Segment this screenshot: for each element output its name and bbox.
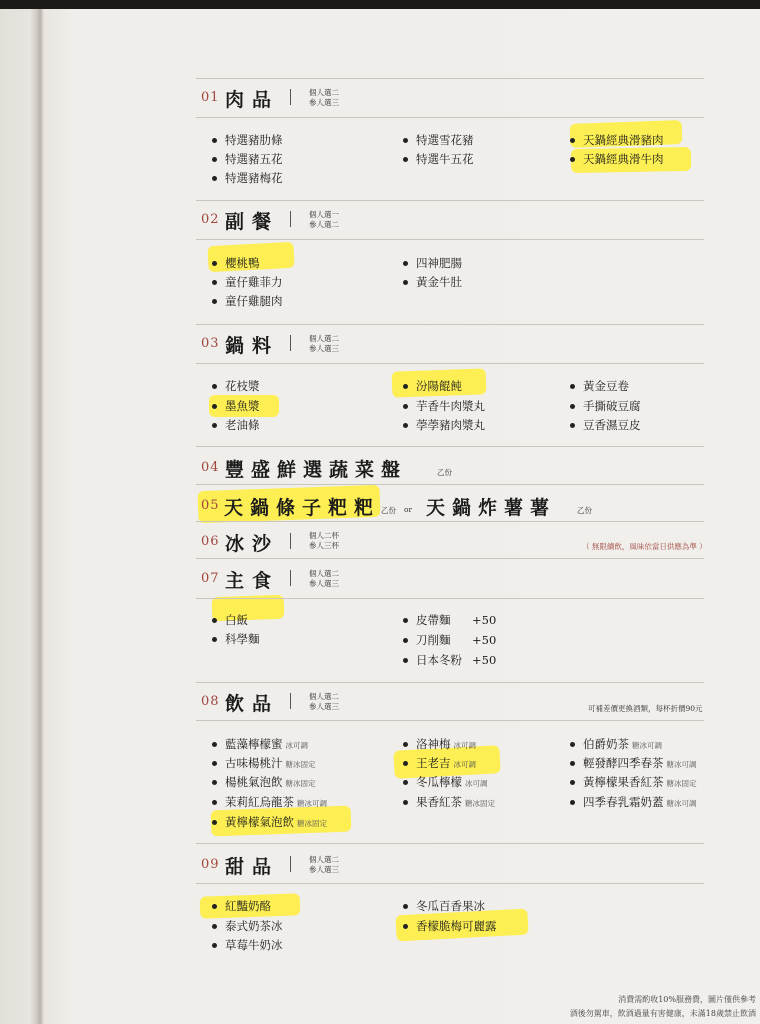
section-divider xyxy=(196,78,704,79)
menu-item: 茉莉紅烏龍茶 糖冰可調 xyxy=(212,794,327,812)
section-number: 05 xyxy=(201,498,220,513)
bullet-icon xyxy=(403,261,408,266)
bullet-icon xyxy=(212,780,217,785)
section-title: 主食 xyxy=(225,570,280,592)
bullet-icon xyxy=(403,423,408,428)
service-charge-note: 消費需酌收10%服務費，圖片僅供參考 xyxy=(618,995,756,1004)
menu-item: 藍藻檸檬蜜 冰可調 xyxy=(212,736,308,754)
top-dark-border xyxy=(0,0,760,9)
section-divider xyxy=(196,720,704,721)
section-number: 06 xyxy=(201,534,220,549)
menu-item: 黃金豆卷 xyxy=(570,378,629,394)
menu-item: 黃金牛肚 xyxy=(403,274,462,290)
bullet-icon xyxy=(212,384,217,389)
menu-item: 天鍋經典滑牛肉 xyxy=(570,151,664,167)
section-number: 08 xyxy=(201,694,220,709)
section-number: 04 xyxy=(201,460,220,475)
title-separator xyxy=(290,335,291,351)
bullet-icon xyxy=(570,423,575,428)
bullet-icon xyxy=(570,384,575,389)
section-divider xyxy=(196,598,704,599)
refill-remark: （ 無限續飲，風味依當日供應為準 ） xyxy=(582,542,707,551)
section-title: 甜品 xyxy=(225,856,280,878)
section-title: 肉品 xyxy=(225,89,280,111)
section-title: 冰沙 xyxy=(225,533,280,555)
menu-item: 特選豬肋條 xyxy=(212,132,283,148)
bullet-icon xyxy=(403,742,408,747)
section-number: 03 xyxy=(201,336,220,351)
menu-item: 王老吉 冰可調 xyxy=(403,755,476,773)
bullet-icon xyxy=(212,261,217,266)
upcharge-price: +50 xyxy=(472,613,497,627)
section-divider xyxy=(196,446,704,447)
bullet-icon xyxy=(212,761,217,766)
section-number: 09 xyxy=(201,857,220,872)
bullet-icon xyxy=(403,761,408,766)
menu-item: 古味楊桃汁 糖冰固定 xyxy=(212,755,316,773)
menu-item: 刀削麵 xyxy=(403,632,451,648)
menu-item: 墨魚漿 xyxy=(212,398,260,414)
menu-item: 日本冬粉 xyxy=(403,652,462,668)
bullet-icon xyxy=(212,299,217,304)
portion-note: 個人選二 參人選三 xyxy=(309,88,339,107)
alcohol-warning: 酒後勿駕車，飲酒過量有害健康，未滿18歲禁止飲酒 xyxy=(569,1009,756,1018)
bullet-icon xyxy=(403,618,408,623)
section-divider xyxy=(196,521,704,522)
or-label: or xyxy=(404,505,413,514)
menu-item: 冬瓜百香果冰 xyxy=(403,898,485,914)
bullet-icon xyxy=(403,138,408,143)
section-divider xyxy=(196,117,704,118)
menu-item: 輕發酵四季春茶 糖冰可調 xyxy=(570,755,697,773)
bullet-icon xyxy=(212,176,217,181)
menu-item: 花枝漿 xyxy=(212,378,260,394)
section-divider xyxy=(196,324,704,325)
menu-item: 特選雪花豬 xyxy=(403,132,474,148)
bullet-icon xyxy=(403,904,408,909)
menu-item: 科學麵 xyxy=(212,631,260,647)
bullet-icon xyxy=(212,924,217,929)
menu-item: 冬瓜檸檬 冰可調 xyxy=(403,774,488,792)
bullet-icon xyxy=(212,904,217,909)
section-title: 飲品 xyxy=(225,693,280,715)
title-separator xyxy=(290,856,291,872)
bullet-icon xyxy=(403,780,408,785)
section-number: 02 xyxy=(201,212,220,227)
menu-item: 泰式奶茶冰 xyxy=(212,918,283,934)
bullet-icon xyxy=(212,138,217,143)
menu-item: 芋香牛肉漿丸 xyxy=(403,398,485,414)
title-separator xyxy=(290,693,291,709)
menu-item: 果香紅茶 糖冰固定 xyxy=(403,794,495,812)
bullet-icon xyxy=(570,742,575,747)
title-separator xyxy=(290,570,291,586)
bullet-icon xyxy=(212,820,217,825)
section-title-alt: 天鍋炸薯薯 xyxy=(426,497,557,519)
section-title: 鍋料 xyxy=(225,335,280,357)
menu-item: 楊桃氣泡飲 糖冰固定 xyxy=(212,774,316,792)
bullet-icon xyxy=(212,943,217,948)
drink-remark: 可補差價更換酒類，每杯折價90元 xyxy=(588,704,703,713)
portion-note: 個人選二 參人選三 xyxy=(309,855,339,874)
upcharge-price: +50 xyxy=(472,633,497,647)
bullet-icon xyxy=(403,924,408,929)
portion-note: 乙份 xyxy=(577,506,592,515)
bullet-icon xyxy=(403,658,408,663)
menu-item: 四神肥腸 xyxy=(403,255,462,271)
section-divider xyxy=(196,843,704,844)
menu-item: 汾陽餛飩 xyxy=(403,378,462,394)
section-title: 天鍋條子粑粑 xyxy=(224,497,381,519)
bullet-icon xyxy=(570,761,575,766)
portion-note: 個人選二 參人選三 xyxy=(309,334,339,353)
bullet-icon xyxy=(570,780,575,785)
section-divider xyxy=(196,484,704,485)
menu-item: 特選豬五花 xyxy=(212,151,283,167)
bullet-icon xyxy=(403,280,408,285)
upcharge-price: +50 xyxy=(472,653,497,667)
section-divider xyxy=(196,363,704,364)
portion-note: 個人選二 參人選三 xyxy=(309,692,339,711)
bullet-icon xyxy=(212,280,217,285)
section-divider xyxy=(196,558,704,559)
menu-item: 豆香濕豆皮 xyxy=(570,417,641,433)
portion-note: 乙份 xyxy=(437,468,452,477)
menu-item: 黃檸檬果香紅茶 糖冰固定 xyxy=(570,774,697,792)
menu-item: 老油條 xyxy=(212,417,260,433)
bullet-icon xyxy=(403,157,408,162)
menu-item: 皮帶麵 xyxy=(403,612,451,628)
bullet-icon xyxy=(212,800,217,805)
book-spine xyxy=(0,9,44,1024)
title-separator xyxy=(290,89,291,105)
menu-item: 特選豬梅花 xyxy=(212,170,283,186)
menu-item: 童仔雞腿肉 xyxy=(212,293,283,309)
bullet-icon xyxy=(403,638,408,643)
bullet-icon xyxy=(212,742,217,747)
bullet-icon xyxy=(570,157,575,162)
section-divider xyxy=(196,200,704,201)
bullet-icon xyxy=(570,800,575,805)
section-title: 副餐 xyxy=(225,211,280,233)
section-number: 07 xyxy=(201,571,220,586)
bullet-icon xyxy=(570,404,575,409)
bullet-icon xyxy=(403,404,408,409)
section-divider xyxy=(196,883,704,884)
menu-item: 伯爵奶茶 糖冰可調 xyxy=(570,736,662,754)
bullet-icon xyxy=(570,138,575,143)
menu-item: 白飯 xyxy=(212,612,248,628)
bullet-icon xyxy=(403,384,408,389)
portion-note: 個人選二 參人選三 xyxy=(309,569,339,588)
section-number: 01 xyxy=(201,90,220,105)
menu-item: 荸荸豬肉漿丸 xyxy=(403,417,485,433)
section-divider xyxy=(196,239,704,240)
bullet-icon xyxy=(212,423,217,428)
portion-note: 個人二杯 參人三杯 xyxy=(309,531,339,550)
menu-item: 櫻桃鴨 xyxy=(212,255,260,271)
menu-item: 草莓牛奶冰 xyxy=(212,937,283,953)
portion-note: 乙份 xyxy=(381,506,396,515)
menu-item: 手撕破豆腐 xyxy=(570,398,641,414)
menu-item: 特選牛五花 xyxy=(403,151,474,167)
bullet-icon xyxy=(403,800,408,805)
title-separator xyxy=(290,533,291,549)
menu-item: 洛神梅 冰可調 xyxy=(403,736,476,754)
section-divider xyxy=(196,682,704,683)
bullet-icon xyxy=(212,157,217,162)
section-title: 豐盛鮮選蔬菜盤 xyxy=(225,459,408,481)
title-separator xyxy=(290,211,291,227)
portion-note: 個人選一 參人選二 xyxy=(309,210,339,229)
menu-item: 童仔雞菲力 xyxy=(212,274,283,290)
menu-item: 香檬脆梅可麗露 xyxy=(403,918,497,934)
menu-item: 四季春乳霜奶蓋 糖冰可調 xyxy=(570,794,697,812)
menu-item: 天鍋經典滑豬肉 xyxy=(570,132,664,148)
bullet-icon xyxy=(212,618,217,623)
menu-item: 黃檸檬氣泡飲 糖冰固定 xyxy=(212,814,327,832)
bullet-icon xyxy=(212,637,217,642)
bullet-icon xyxy=(212,404,217,409)
menu-item: 紅豔奶酪 xyxy=(212,898,271,914)
